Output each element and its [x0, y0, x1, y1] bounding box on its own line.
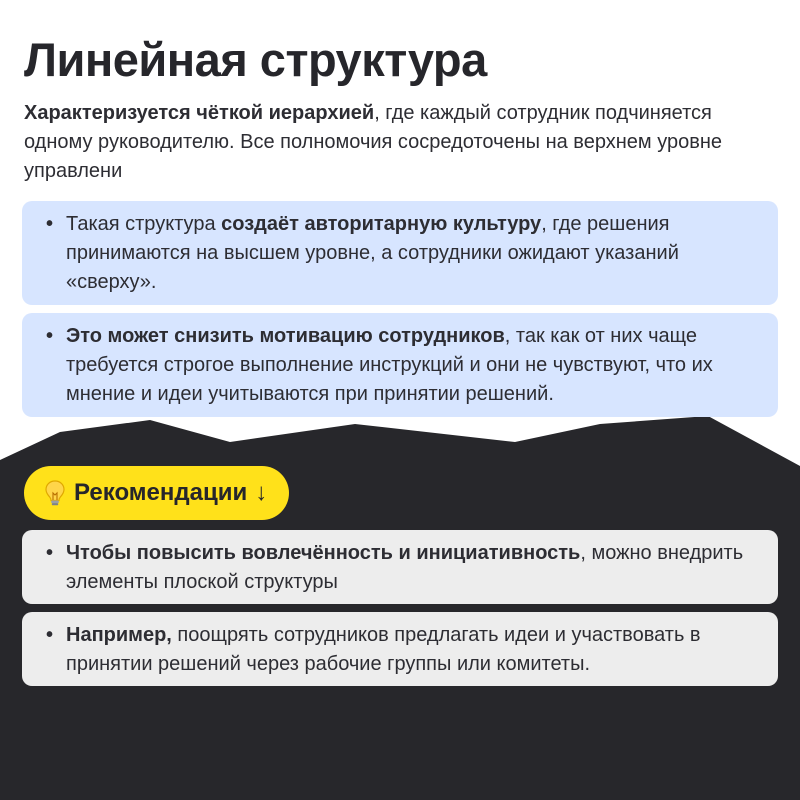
intro-text: [24, 99, 774, 186]
list-item: • Это может снизить мотивацию сотрудников, так как от них чаще требуется строгое выполнение инструкций и они не чувствуют, что их мнение и идеи учитываются при принятии решений.: [46, 322, 754, 409]
page-title: Линейная структура: [24, 33, 487, 86]
list-item: • Такая структура создаёт авторитарную культуру, где решения принимаются на высшем уровне, а сотрудники ожидают указаний «сверху».: [46, 210, 754, 297]
intro-bold: Характеризуется чёткой иерархией: [24, 102, 375, 124]
arrow-down-icon: ↓: [255, 479, 268, 506]
lightbulb-icon: [44, 479, 66, 507]
bullet: •: [46, 624, 54, 646]
bullet: •: [46, 542, 54, 564]
recommendations-label: Рекомендации: [74, 479, 248, 506]
info-card-motivation: [22, 313, 778, 417]
list-item: • Например, поощрять сотрудников предлагать идеи и участвовать в принятии решений через рабочие группы или комитеты.: [46, 621, 754, 679]
recommendation-card-engagement: [22, 530, 778, 604]
info-card-authoritarian: [22, 201, 778, 305]
intro-rest: , где каждый сотрудник подчиняется одному руководителю. Все полномочия сосредоточены на верхнем уровне управлени: [24, 102, 723, 182]
bullet: •: [46, 325, 54, 347]
list-item: • Чтобы повысить вовлечённость и инициативность, можно внедрить элементы плоской структуры: [46, 539, 754, 597]
recommendation-card-example: [22, 612, 778, 686]
recommendations-badge: [24, 466, 289, 520]
bullet: •: [46, 213, 54, 235]
